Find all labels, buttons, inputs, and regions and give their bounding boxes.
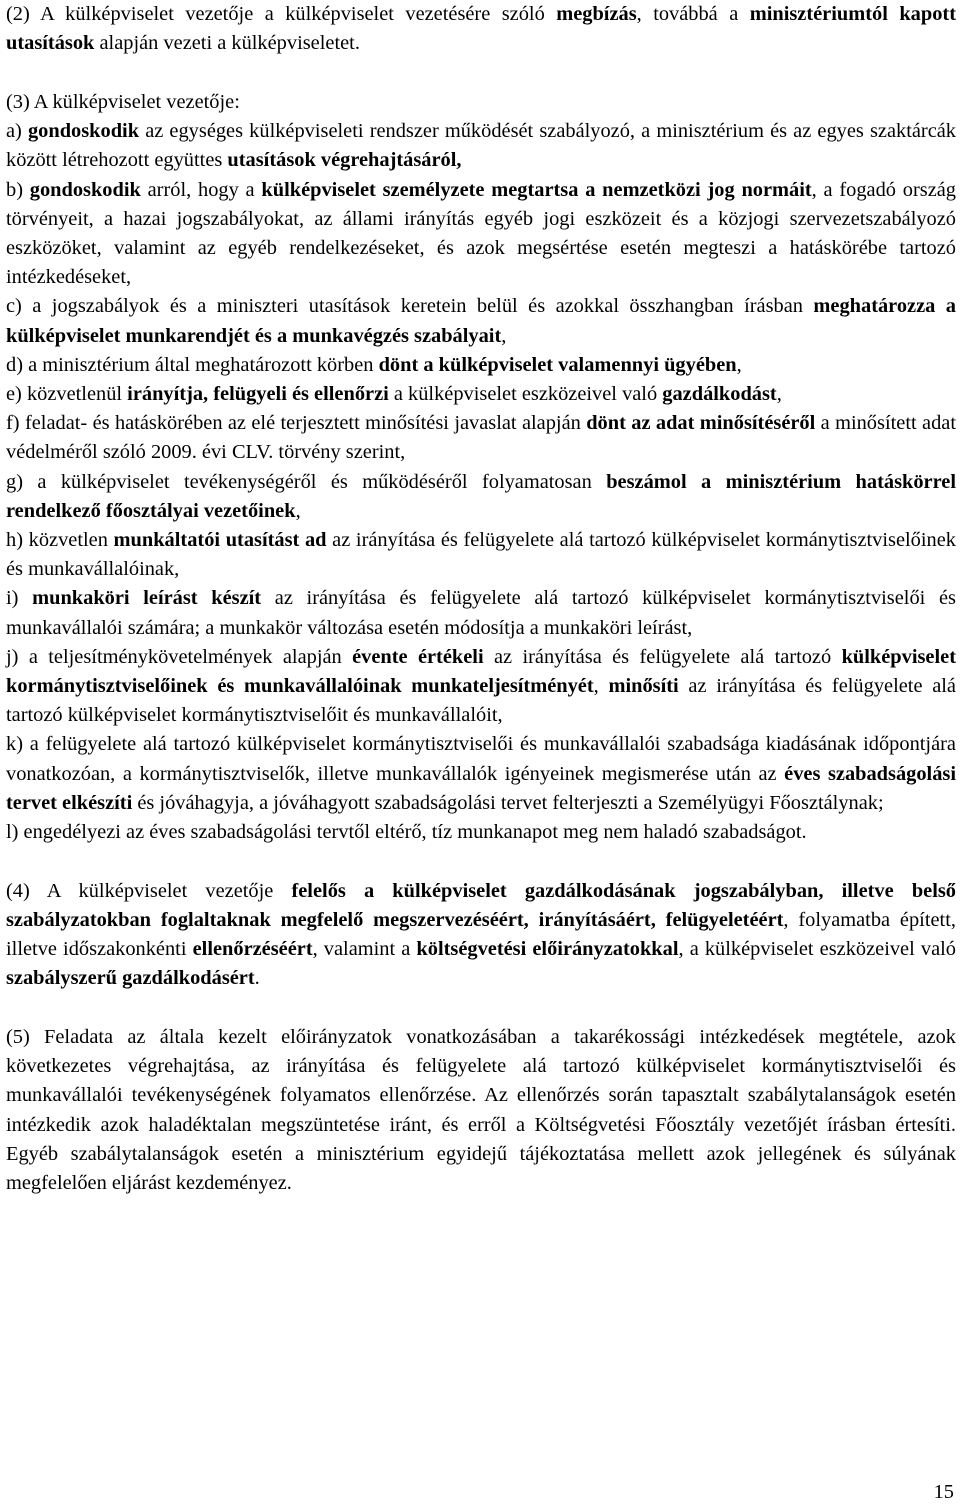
para-3-h bbox=[6, 526, 956, 584]
text-run: , bbox=[776, 382, 782, 405]
text-run: az egységes külképviseleti rendszer működését szabályozó, a minisztérium és az egyes szaktárcák között létrehozott együttes bbox=[6, 120, 956, 172]
text-run: az irányítása és felügyelete alá tartozó bbox=[483, 645, 842, 668]
bold-text-run: minisztériumtól kapott utasítások bbox=[6, 3, 956, 55]
para-4 bbox=[6, 877, 956, 994]
text-run: és jóváhagyja, a jóváhagyott szabadságolási tervet felterjeszti a Személyügyi Főosztálynak; bbox=[132, 791, 884, 814]
text-run: f) feladat- és hatáskörében az elé terjesztett minősítési javaslat alapján bbox=[6, 412, 587, 435]
text-run: d) a minisztérium által meghatározott körben bbox=[6, 353, 379, 376]
text-run: (2) A külképviselet vezetője a külképviselet vezetésére szóló bbox=[6, 3, 557, 25]
bold-text-run: gazdálkodást bbox=[662, 382, 777, 405]
bold-text-run: munkáltatói utasítást ad bbox=[113, 528, 327, 551]
bold-text-run: ellenőrzéséért bbox=[192, 938, 313, 961]
text-run: a minősített adat védelméről szóló 2009. évi CLV. törvény szerint, bbox=[6, 412, 956, 464]
bold-text-run: szabályszerű gazdálkodásért bbox=[6, 967, 255, 990]
text-run: , a fogadó ország törvényeit, a hazai jogszabályokat, az állami irányítás egyéb jogi eszközeit és a közjogi szervezetszabályozó eszközöket, valamint az egyéb rendelkezéseket, és azok megsértése esetén megteszi a hatáskörébe tartozó intézkedéseket, bbox=[6, 178, 956, 289]
text-run: l) engedélyezi az éves szabadságolási tervtől eltérő, tíz munkanapot meg nem haladó szabadságot. bbox=[6, 820, 807, 843]
para-3-l bbox=[6, 818, 956, 847]
text-run: , bbox=[736, 353, 742, 376]
para-3-g bbox=[6, 468, 956, 526]
text-run: az irányítása és felügyelete alá tartozó külképviselet kormánytisztviselőit és munkavállalóit, bbox=[6, 674, 956, 727]
bold-text-run: felelős a külképviselet gazdálkodásának jogszabályban, illetve belső szabályzatokban foglaltaknak megfelelő megszervezéséért, irányításáért, felügyeletéért bbox=[6, 879, 957, 931]
text-run: . bbox=[254, 967, 260, 990]
paragraph-spacer bbox=[6, 994, 956, 1024]
bold-text-run: minősíti bbox=[608, 674, 679, 697]
text-run: , folyamatba épített, illetve időszakonkénti bbox=[6, 908, 956, 961]
text-run: h) közvetlen bbox=[6, 528, 114, 551]
bold-text-run: munkaköri leírást készít bbox=[32, 587, 262, 610]
document-body bbox=[6, 0, 956, 1198]
page-number: 15 bbox=[933, 1481, 954, 1503]
text-run: a külképviselet eszközeivel való bbox=[388, 382, 663, 405]
text-run: (5) Feladata az általa kezelt előirányzatok vonatkozásában a takarékossági intézkedések megtétele, azok következetes végrehajtása, az irányítása és felügyelete alá tartozó külképviselet kormánytisztviselői és munkavállalói tevékenységének folyamatos ellenőrzése. Az ellenőrzés során tapasztalt szabálytalanságok esetén intézkedik azok haladéktalan megszüntetése iránt, és erről a Költségvetési Főosztály vezetőjét írásban értesíti. Egyéb szabálytalanságok esetén a minisztérium egyidejű tájékoztatása mellett azok jellegének és súlyának megfelelően eljárást kezdeményez. bbox=[6, 1026, 956, 1195]
text-run: e) közvetlenül bbox=[6, 382, 128, 405]
para-3-i bbox=[6, 584, 956, 642]
text-run: (4) A külképviselet vezetője bbox=[6, 879, 292, 902]
text-run: j) a teljesítménykövetelmények alapján bbox=[6, 645, 353, 668]
text-run: i) bbox=[6, 587, 33, 610]
para-5 bbox=[6, 1023, 956, 1198]
para-3-c bbox=[6, 292, 956, 350]
paragraph-spacer bbox=[6, 847, 956, 877]
text-run: a) bbox=[6, 120, 28, 143]
bold-text-run: dönt az adat minősítéséről bbox=[586, 412, 816, 435]
para-2 bbox=[6, 0, 956, 58]
para-3-f bbox=[6, 409, 956, 467]
para-3-j bbox=[6, 643, 956, 731]
text-run: (3) A külképviselet vezetője: bbox=[6, 90, 240, 113]
bold-text-run: külképviselet kormánytisztviselőinek és munkavállalóinak munkateljesítményét bbox=[6, 645, 956, 697]
bold-text-run: külképviselet személyzete megtartsa a nemzetközi jog normáit bbox=[261, 178, 812, 201]
bold-text-run: éves szabadságolási tervet elkészíti bbox=[6, 762, 956, 814]
bold-text-run: dönt a külképviselet valamennyi ügyében bbox=[378, 353, 737, 376]
bold-text-run: irányítja, felügyeli és ellenőrzi bbox=[127, 382, 389, 405]
text-run: az irányítása és felügyelete alá tartozó külképviselet kormánytisztviselőinek és munkavállalóinak, bbox=[6, 528, 956, 581]
text-run: c) a jogszabályok és a miniszteri utasítások keretein belül és azokkal összhangban írásban bbox=[6, 295, 814, 318]
text-run: alapján vezeti a külképviseletet. bbox=[94, 32, 360, 55]
text-run: , a külképviselet eszközeivel való bbox=[678, 938, 956, 961]
bold-text-run: utasítások végrehajtásáról, bbox=[227, 149, 462, 172]
para-3-b bbox=[6, 176, 956, 293]
text-run: g) a külképviselet tevékenységéről és működéséről folyamatosan bbox=[6, 470, 607, 493]
paragraph-spacer bbox=[6, 58, 956, 88]
text-run: az irányítása és felügyelete alá tartozó külképviselet kormánytisztviselői és munkavállalói számára; a munkakör változása esetén módosítja a munkaköri leírást, bbox=[6, 587, 956, 639]
para-3-d bbox=[6, 351, 956, 380]
text-run: k) a felügyelete alá tartozó külképviselet kormánytisztviselői és munkavállalói szabadsága kiadásának időpontjára vonatkozóan, a kormánytisztviselők, illetve munkavállalók igényeinek megismerése után az bbox=[6, 733, 956, 785]
text-run: , bbox=[501, 324, 507, 347]
bold-text-run: gondoskodik bbox=[27, 120, 140, 143]
text-run: , továbbá a bbox=[636, 3, 750, 25]
text-run: , bbox=[593, 674, 609, 697]
para-3-intro bbox=[6, 88, 956, 117]
text-run: b) bbox=[6, 178, 30, 201]
text-run: , bbox=[295, 499, 301, 522]
bold-text-run: költségvetési előirányzatokkal bbox=[416, 938, 679, 961]
text-run: , valamint a bbox=[312, 938, 417, 961]
para-3-a bbox=[6, 117, 956, 175]
bold-text-run: gondoskodik bbox=[29, 178, 141, 201]
para-3-k bbox=[6, 730, 956, 818]
bold-text-run: megbízás bbox=[556, 3, 637, 25]
bold-text-run: évente értékeli bbox=[352, 645, 484, 668]
document-page bbox=[6, 0, 956, 1198]
text-run: arról, hogy a bbox=[140, 178, 262, 201]
bold-text-run: beszámol a minisztérium hatáskörrel rendelkező főosztályai vezetőinek bbox=[6, 470, 956, 522]
bold-text-run: meghatározza a külképviselet munkarendjét és a munkavégzés szabályait bbox=[6, 295, 956, 347]
para-3-e bbox=[6, 380, 956, 409]
